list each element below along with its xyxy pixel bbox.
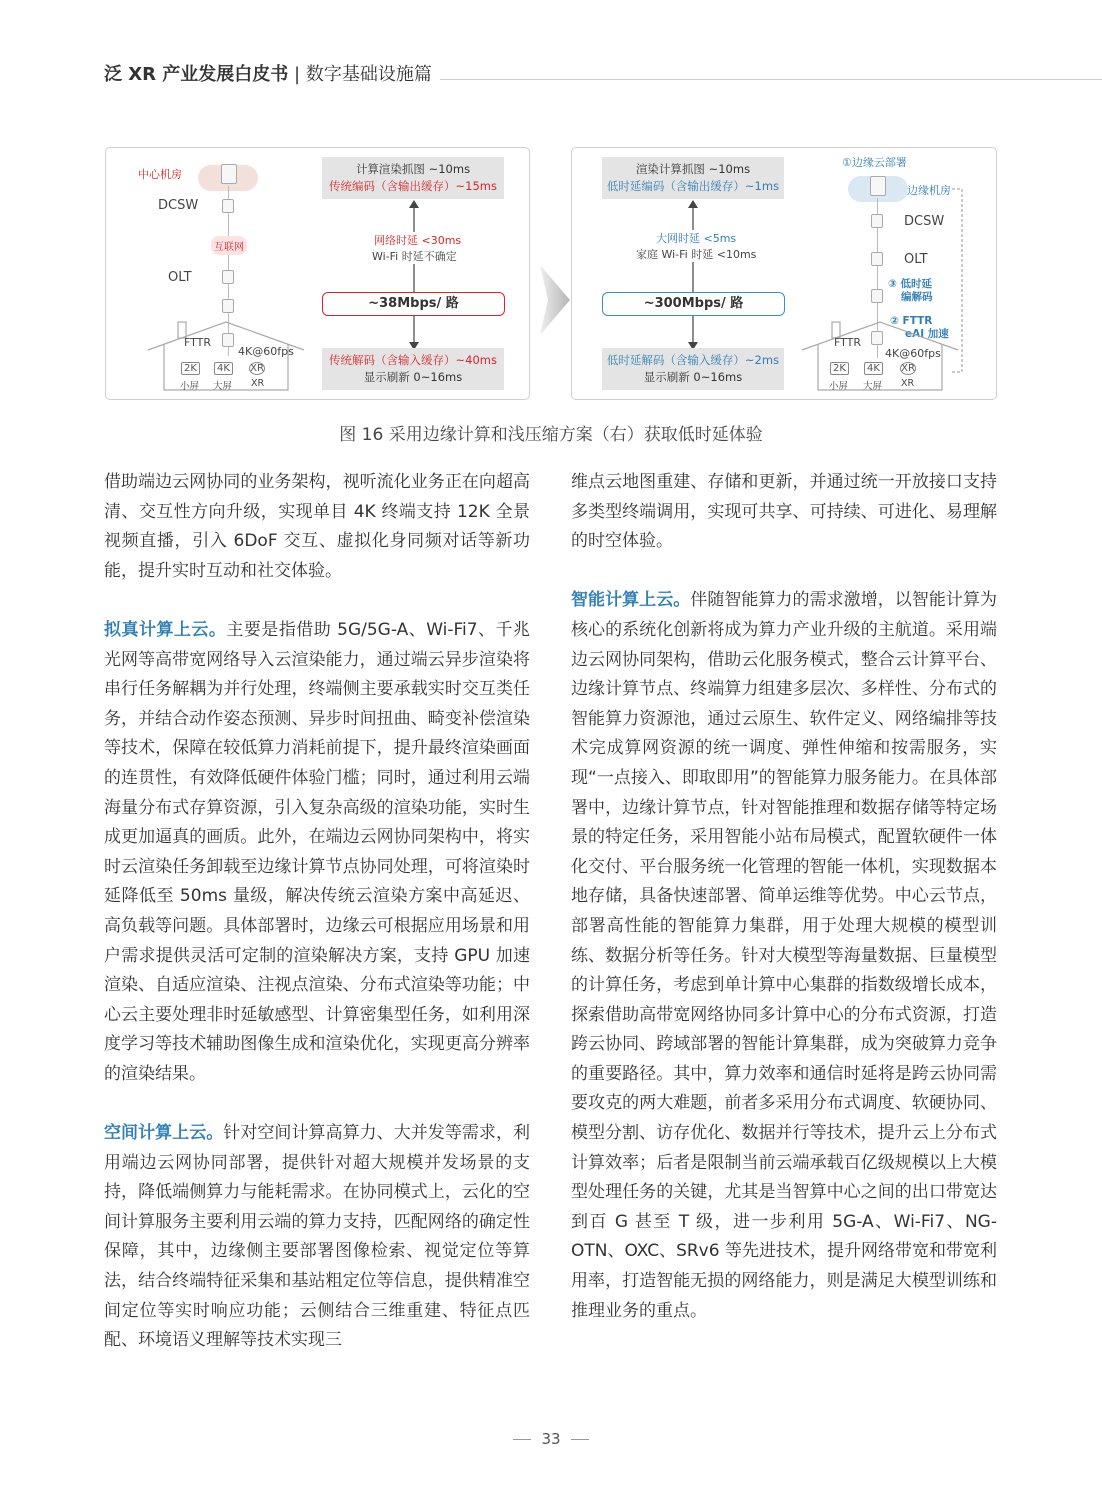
section-body: 针对空间计算高算力、大并发等需求，利用端边云网协同部署，提供针对超大规模并发场景的支持，降低端侧算力与能耗需求。在协同模式上，云化的空间计算服务主要利用云端的算力支持，匹配网络的确定性保障，其中，边缘侧主要部署图像检索、视觉定位等算法，结合终端特征采集和基站粗定位等信息，提供精准空间定位等实时响应功能；云侧结合三维重建、特征点匹配、环境语义理解等技术实现三	[104, 1123, 531, 1351]
olt-label: OLT	[904, 252, 928, 267]
bandwidth-pill: ~300Mbps/ 路	[602, 292, 785, 316]
edge-room-label: 边缘机房	[907, 184, 951, 197]
refresh-latency: 显示刷新 0~16ms	[363, 370, 463, 384]
olt-icon	[871, 252, 883, 266]
page-footer	[0, 1430, 1102, 1448]
latency-box-top	[322, 157, 504, 199]
dcsw-label: DCSW	[904, 214, 945, 229]
section-body: 伴随智能算力的需求激增，以智能计算为核心的系统化创新将成为算力产业升级的主航道。采用端边云网协同架构，借助云化服务模式，整合云计算平台、边缘计算节点、终端算力组建多层次、多样性、分布式的智能算力资源池，通过云原生、软件定义、网络编排等技术完成算网资源的统一调度、弹性伸缩和按需服务，实现“一点接入、即取即用”的智能算力服务能力。在具体部署中，边缘计算节点，针对智能推理和数据存储等特定场景的特定任务，采用智能小站布局模式，配置软硬件一体化交付、平台服务统一化管理的智能一体机，实现数据本地存储，具备快速部署、简单运维等优势。中心云节点，部署高性能的智能算力集群，用于处理大规模的模型训练、数据分析等任务。针对大模型等海量数据、巨量模型的计算任务，考虑到单计算中心集群的指数级增长成本，探索借助高带宽网络协同多计算中心的分布式资源，打造跨云协同、跨域部署的智能计算集群，成为突破算力竞争的重要路径。其中，算力效率和通信时延将是跨云协同需要攻克的两大难题，前者多采用分布式调度、软硬协同、模型分割、访存优化、数据并行等技术，提升云上分布式计算效率；后者是限制当前云端承载百亿级规模以上大模型处理任务的关键，尤其是当智算中心之间的出口带宽达到百 G 甚至 T 级，进一步利用 5G-A、Wi-Fi7、NG-OTN、OXC、SRv6 等先进技术，提升网络带宽和带宽利用率，打造智能无损的网络能力，则是满足大模型训练和推理业务的重点。	[571, 590, 998, 1321]
render-latency: 计算渲染抓图 ~10ms	[355, 162, 471, 176]
section-title: 拟真计算上云。	[104, 619, 227, 640]
wifi-latency: Wi-Fi 时延不确定	[372, 250, 457, 263]
fttr-label: FTTR	[834, 336, 862, 349]
device-4k: 4K	[214, 362, 233, 375]
latency-box-bottom	[602, 348, 784, 390]
resolution-label: 4K@60fps	[238, 345, 294, 358]
device-2k: 2K	[830, 362, 849, 375]
step3-line1: ③ 低时延	[888, 278, 933, 290]
encode-latency: 传统编码（含输出缓存）~15ms	[329, 179, 497, 193]
device-4k: 4K	[864, 362, 883, 375]
dcsw-label: DCSW	[158, 198, 199, 213]
olt-label: OLT	[168, 270, 192, 285]
transition-arrow-icon	[540, 265, 570, 335]
footer-rule-left	[513, 1439, 531, 1440]
section-spatial	[104, 1119, 530, 1356]
switch-icon	[871, 214, 883, 228]
step2-line1: ② FTTR	[890, 315, 933, 327]
step-low-latency-codec	[888, 278, 933, 304]
header-title: 泛 XR 产业发展白皮书	[104, 64, 289, 85]
switch-icon	[222, 199, 234, 213]
ont-icon	[871, 289, 883, 303]
ont-icon	[222, 299, 234, 313]
header-rule	[440, 79, 1102, 80]
device-label-large: 大屏	[213, 381, 233, 392]
footer-rule-right	[571, 1439, 589, 1440]
router-icon	[871, 331, 883, 345]
encode-latency: 低时延编码（含输出缓存）~1ms	[606, 179, 780, 193]
device-label-small: 小屏	[829, 381, 849, 392]
server-icon	[870, 176, 886, 196]
section-title: 空间计算上云。	[104, 1123, 224, 1144]
wifi-latency: 家庭 Wi-Fi 时延 <10ms	[636, 248, 757, 261]
section-body: 主要是指借助 5G/5G-A、Wi-Fi7、千兆光网等高带宽网络导入云渲染能力，通过端云异步渲染将串行任务解耦为并行处理，终端侧主要承载实时交互类任务，并结合动作姿态预测、异步时间扭曲、畸变补偿渲染等技术，保障在较低算力消耗前提下，提升最终渲染画面的连贯性，有效降低硬件体验门槛；同时，通过利用云端海量分布式存算资源，引入复杂高级的渲染功能，实时生成更加逼真的画质。此外，在端边云网协同架构中，将实时云渲染任务卸载至边缘计算节点协同处理，可将渲染时延降低至 50ms 量级，解决传统云渲染方案中高延迟、高负载等问题。具体部署时，边缘云可根据应用场景和用户需求提供灵活可定制的渲染解决方案，支持 GPU 加速渲染、自适应渲染、注视点渲染、分布式渲染等功能；中心云主要处理非时延敏感型、计算密集型任务，如利用深度学习等技术辅助图像生成和渲染优化，实现更高分辨率的渲染结果。	[104, 619, 531, 1084]
render-latency: 渲染计算抓图 ~10ms	[635, 162, 751, 176]
step-edge-cloud: ①边缘云部署	[842, 156, 907, 169]
section-intelligent	[571, 586, 997, 1326]
device-2k: 2K	[181, 362, 200, 375]
figure-panel-edge	[571, 147, 997, 400]
step2-line2: eAI 加速	[905, 328, 949, 340]
device-xr: XR	[901, 363, 915, 374]
center-room-label: 中心机房	[138, 168, 182, 181]
decode-latency: 传统解码（含输入缓存）~40ms	[329, 353, 497, 367]
device-label-xr: XR	[901, 378, 915, 389]
resolution-label: 4K@60fps	[885, 347, 941, 360]
page-number: 33	[541, 1430, 561, 1448]
network-latency: 大网时延 <5ms	[656, 232, 737, 245]
section-title: 智能计算上云。	[571, 590, 691, 611]
fttr-label: FTTR	[184, 336, 212, 349]
double-arrow-icon	[408, 200, 420, 350]
right-column	[571, 468, 997, 1326]
refresh-latency: 显示刷新 0~16ms	[643, 370, 743, 384]
header-separator: |	[294, 64, 301, 85]
olt-icon	[222, 270, 234, 284]
device-label-xr: XR	[251, 378, 265, 389]
figure-panel-traditional	[105, 147, 530, 400]
internet-badge: 互联网	[211, 236, 247, 255]
bandwidth-pill: ~38Mbps/ 路	[322, 292, 505, 316]
step3-line2: 编解码	[901, 291, 933, 303]
latency-box-top	[602, 157, 784, 199]
network-latency: 网络时延 <30ms	[374, 234, 462, 247]
running-header	[104, 60, 432, 86]
router-icon	[222, 333, 234, 347]
section-rendering	[104, 616, 530, 1090]
intro-paragraph: 借助端边云网协同的业务架构，视听流化业务正在向超高清、交互性方向升级，实现单目 4K 终端支持 12K 全景视频直播，引入 6DoF 交互、虚拟化身同频对话等新功能，提升实时互动和社交体验。	[104, 472, 530, 581]
continued-paragraph: 维点云地图重建、存储和更新，并通过统一开放接口支持多类型终端调用，实现可共享、可持续、可进化、易理解的时空体验。	[571, 472, 997, 552]
decode-latency: 低时延解码（含输入缓存）~2ms	[606, 353, 780, 367]
header-subtitle: 数字基础设施篇	[305, 64, 432, 85]
device-label-large: 大屏	[863, 381, 883, 392]
left-column	[104, 468, 530, 1356]
figure-caption: 图 16 采用边缘计算和浅压缩方案（右）获取低时延体验	[339, 425, 763, 445]
device-xr: XR	[250, 363, 264, 374]
double-arrow-icon	[687, 200, 699, 350]
latency-box-bottom	[322, 348, 504, 390]
device-label-small: 小屏	[180, 381, 200, 392]
server-icon	[221, 164, 237, 184]
